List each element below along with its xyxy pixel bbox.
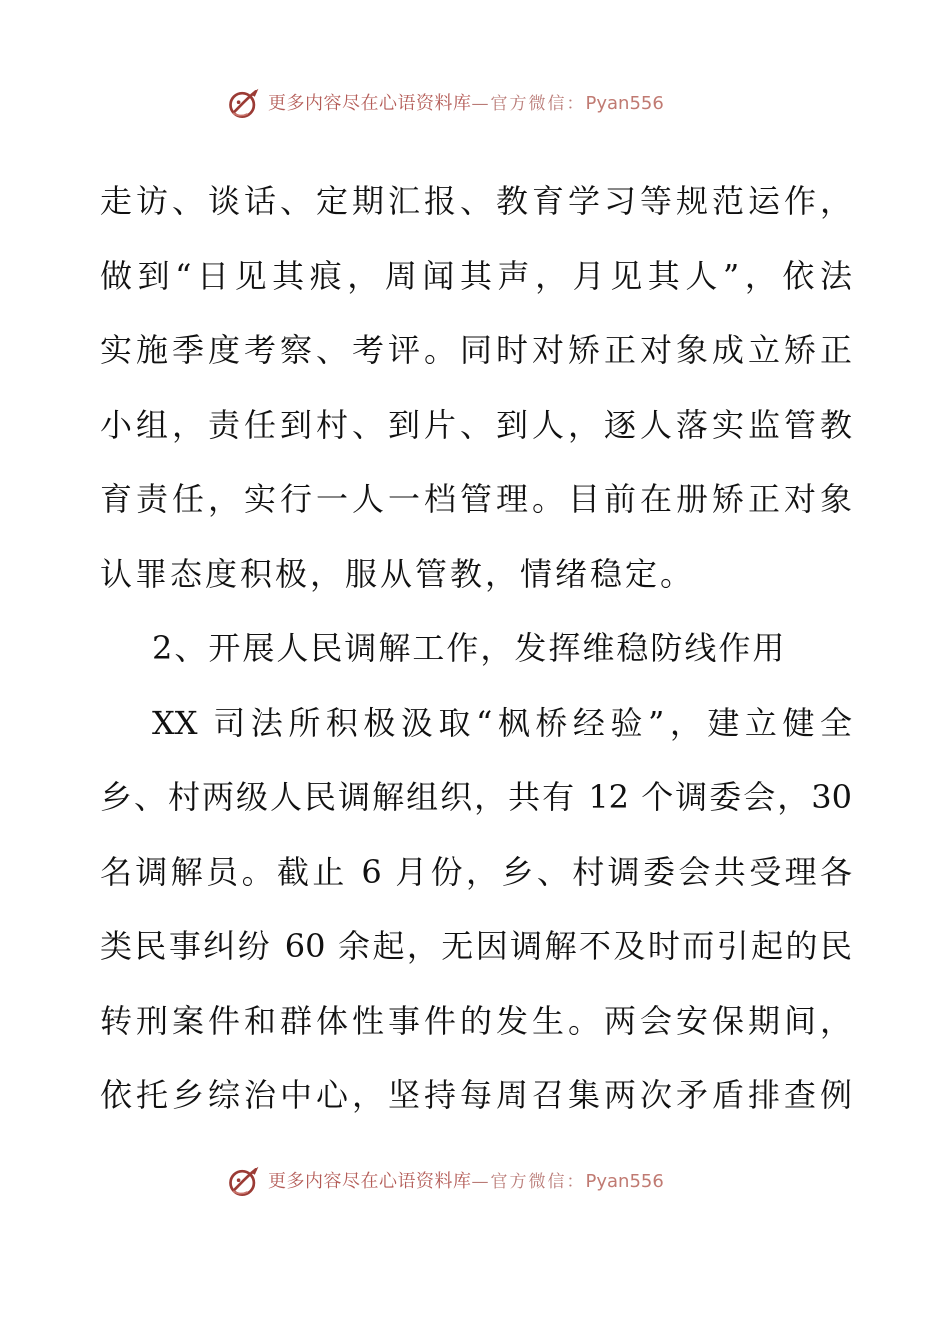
body-line: 育责任，实行一人一档管理。目前在册矫正对象 <box>100 480 852 518</box>
body-line: 依托乡综治中心，坚持每周召集两次矛盾排查例 <box>100 1076 852 1114</box>
body-line: 乡、村两级人民调解组织，共有 12 个调委会，30 <box>100 778 852 816</box>
watermark-wechat-id: Pyan556 <box>585 93 664 114</box>
footer-watermark <box>226 1162 664 1202</box>
body-line: XX 司法所积极汲取“枫桥经验”，建立健全 <box>152 703 852 742</box>
body-line: 做到“日见其痕，周闻其声，月见其人”，依法 <box>100 256 852 295</box>
body-line: 认罪态度积极，服从管教，情绪稳定。 <box>100 554 696 593</box>
body-line: 转刑案件和群体性事件的发生。两会安保期间， <box>100 1001 852 1040</box>
document-body <box>100 164 852 1133</box>
watermark-wechat-label: —官方微信： <box>471 94 586 114</box>
watermark-text: 更多内容尽在心语资料库 <box>268 93 472 114</box>
watermark-wechat-id: Pyan556 <box>585 1171 664 1192</box>
body-line: 走访、谈话、定期汇报、教育学习等规范运作， <box>100 182 852 220</box>
body-line: 实施季度考察、考评。同时对矫正对象成立矫正 <box>100 331 852 369</box>
body-line: 类民事纠纷 60 余起，无因调解不及时而引起的民 <box>100 927 852 965</box>
body-line: 名调解员。截止 6 月份，乡、村调委会共受理各 <box>100 852 852 891</box>
section-heading: 2、开展人民调解工作，发挥维稳防线作用 <box>152 629 787 667</box>
header-watermark <box>226 84 664 124</box>
watermark-text: 更多内容尽在心语资料库 <box>268 1171 472 1192</box>
pen-logo-icon <box>226 86 262 122</box>
watermark-wechat-label: —官方微信： <box>471 1172 586 1192</box>
pen-logo-icon <box>226 1164 262 1200</box>
body-line: 小组，责任到村、到片、到人，逐人落实监管教 <box>100 405 852 444</box>
